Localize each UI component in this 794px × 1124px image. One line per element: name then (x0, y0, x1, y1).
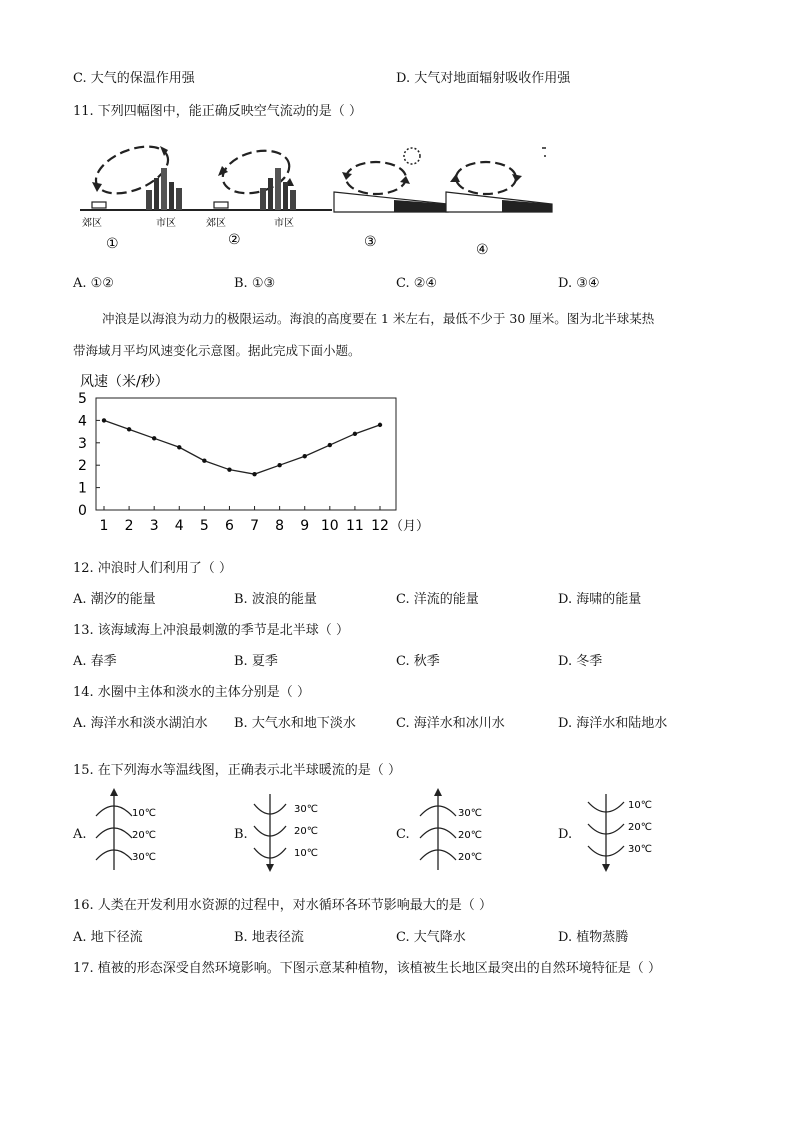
y-tick-label: 1 (78, 480, 87, 497)
data-point (328, 443, 332, 447)
q11-figures (72, 138, 552, 263)
x-tick-label: 6 (224, 518, 234, 534)
q12-stem: 12. 冲浪时人们利用了（ ） (73, 561, 232, 576)
q11-fig3-number: ③ (364, 234, 377, 250)
q15-c-label-1: 30℃ (458, 808, 482, 819)
q15-c-label-3: 20℃ (458, 852, 482, 863)
x-tick-label: 5 (199, 518, 209, 534)
y-tick-label: 4 (78, 413, 87, 430)
q15-option-b-letter: B. (234, 827, 248, 842)
q15-option-c-letter: C. (396, 827, 410, 842)
y-tick-label: 5 (78, 391, 87, 407)
q16-stem: 16. 人类在开发利用水资源的过程中，对水循环各环节影响最大的是（ ） (73, 898, 492, 913)
x-axis-unit-label: （月） (390, 519, 430, 534)
q14-stem: 14. 水圈中主体和淡水的主体分别是（ ） (73, 685, 310, 700)
q14-option-a: A. 海洋水和淡水湖泊水 (73, 716, 208, 731)
q15-a-label-1: 10℃ (132, 808, 156, 819)
q12-option-b: B. 波浪的能量 (234, 592, 317, 607)
q15-c-label-2: 20℃ (458, 830, 482, 841)
q12-option-a: A. 潮汐的能量 (73, 592, 156, 607)
q11-fig2-left-label: 郊区 (206, 218, 226, 229)
data-point (277, 463, 281, 467)
q15-diagram-a (88, 786, 178, 874)
x-tick-label: 7 (250, 518, 260, 534)
q15-d-label-1: 10℃ (628, 800, 652, 811)
q13-option-c: C. 秋季 (396, 654, 440, 669)
passage-line-1: 冲浪是以海浪为动力的极限运动。海浪的高度要在 1 米左右，最低不少于 30 厘米。图为北半球某热 (102, 311, 655, 326)
arrow-down-icon (266, 864, 274, 872)
q15-b-label-2: 20℃ (294, 826, 318, 837)
data-point (378, 423, 382, 427)
q15-b-label-1: 30℃ (294, 804, 318, 815)
q11-fig4-number: ④ (476, 242, 489, 258)
q15-diagram-d (580, 790, 670, 876)
q14-option-c: C. 海洋水和冰川水 (396, 716, 505, 731)
q11-stem: 11. 下列四幅图中，能正确反映空气流动的是（ ） (73, 104, 362, 119)
q13-option-d: D. 冬季 (558, 654, 603, 669)
data-point (252, 472, 256, 476)
q15-stem: 15. 在下列海水等温线图，正确表示北半球暖流的是（ ） (73, 763, 401, 778)
q13-stem: 13. 该海域海上冲浪最刺激的季节是北半球（ ） (73, 623, 349, 638)
data-point (152, 436, 156, 440)
q16-option-d: D. 植物蒸腾 (558, 930, 629, 945)
q15-a-label-3: 30℃ (132, 852, 156, 863)
passage-line-2: 带海域月平均风速变化示意图。据此完成下面小题。 (73, 343, 361, 358)
q13-option-a: A. 春季 (73, 654, 117, 669)
q15-a-label-2: 20℃ (132, 830, 156, 841)
x-tick-label: 8 (275, 518, 285, 534)
q16-option-a: A. 地下径流 (73, 930, 143, 945)
x-tick-label: 2 (124, 518, 134, 534)
x-tick-label: 1 (99, 518, 109, 534)
data-point (303, 454, 307, 458)
data-point (227, 467, 231, 471)
q11-figure-2 (206, 144, 332, 248)
q11-fig1-right-label: 市区 (156, 218, 176, 229)
x-tick-label: 11 (345, 518, 364, 534)
arrow-up-icon (110, 788, 118, 796)
q13-option-b: B. 夏季 (234, 654, 278, 669)
q11-fig1-number: ① (106, 236, 119, 252)
q15-option-a-letter: A. (73, 827, 87, 842)
x-tick-label: 3 (149, 518, 159, 534)
q14-option-d: D. 海洋水和陆地水 (558, 716, 668, 731)
data-point (127, 427, 131, 431)
data-point (102, 418, 106, 422)
q15-diagram-b (250, 790, 340, 876)
y-tick-label: 0 (78, 503, 87, 519)
arrow-down-icon (602, 864, 610, 872)
sun-icon (404, 148, 420, 164)
data-point (177, 445, 181, 449)
q11-figure-3 (334, 148, 448, 250)
y-tick-label: 2 (78, 458, 87, 475)
q15-option-d-letter: D. (558, 827, 573, 842)
chart-title: 风速（米/秒） (80, 374, 169, 390)
q11-option-d: D. ③④ (558, 276, 600, 291)
data-point (202, 459, 206, 463)
q12-option-d: D. 海啸的能量 (558, 592, 642, 607)
q11-option-c: C. ②④ (396, 276, 438, 291)
q10-option-d: D. 大气对地面辐射吸收作用强 (396, 71, 571, 86)
q15-d-label-2: 20℃ (628, 822, 652, 833)
y-tick-label: 3 (78, 435, 87, 452)
q11-fig1-left-label: 郊区 (82, 218, 102, 229)
q11-fig2-right-label: 市区 (274, 218, 294, 229)
q11-figure-4 (446, 148, 552, 258)
x-tick-label: 9 (300, 518, 310, 534)
x-tick-label: 4 (174, 518, 184, 534)
q16-option-b: B. 地表径流 (234, 930, 304, 945)
q10-option-c: C. 大气的保温作用强 (73, 71, 195, 86)
q15-d-label-3: 30℃ (628, 844, 652, 855)
chart-frame (96, 398, 396, 510)
q11-fig2-number: ② (228, 232, 241, 248)
wind-speed-chart (70, 368, 430, 538)
q14-option-b: B. 大气水和地下淡水 (234, 716, 356, 731)
q16-option-c: C. 大气降水 (396, 930, 466, 945)
q11-option-b: B. ①③ (234, 276, 276, 291)
q11-figure-1 (80, 137, 210, 252)
x-tick-label: 12 (371, 518, 389, 534)
x-tick-label: 10 (320, 518, 339, 534)
q12-option-c: C. 洋流的能量 (396, 592, 479, 607)
q11-option-a: A. ①② (73, 276, 114, 291)
q17-stem: 17. 植被的形态深受自然环境影响。下图示意某种植物，该植被生长地区最突出的自然环境特征是（ ） (73, 961, 661, 976)
arrow-up-icon (434, 788, 442, 796)
q15-b-label-3: 10℃ (294, 848, 318, 859)
series-line (104, 420, 380, 474)
q15-diagram-c (412, 786, 502, 874)
data-point (353, 432, 357, 436)
